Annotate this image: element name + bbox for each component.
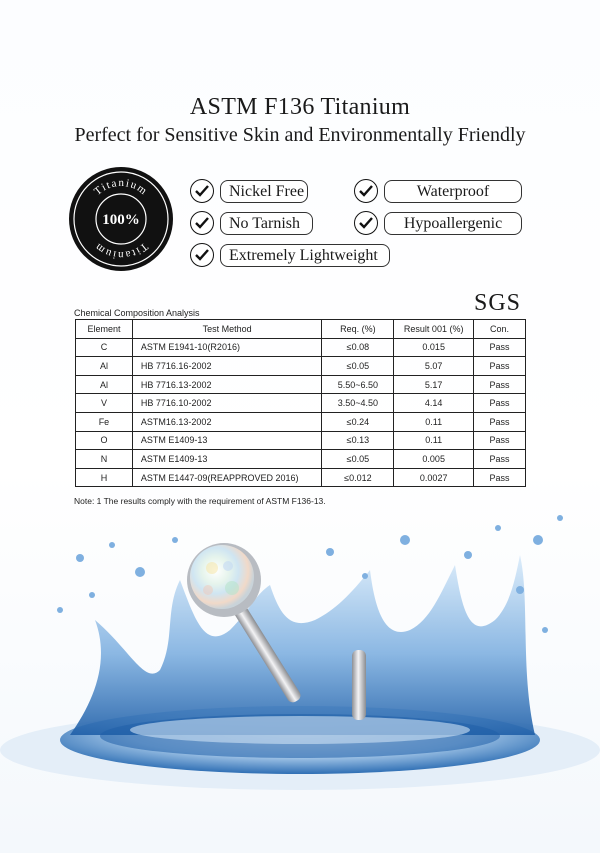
- feature-label: Nickel Free: [220, 180, 308, 203]
- table-cell: C: [76, 338, 133, 357]
- titanium-seal: [68, 166, 174, 272]
- feature-label: Hypoallergenic: [384, 212, 522, 235]
- table-cell: 0.11: [394, 431, 474, 450]
- table-cell: HB 7716.10-2002: [132, 394, 322, 413]
- check-icon: [190, 211, 214, 235]
- table-cell: Pass: [474, 375, 526, 394]
- table-cell: Pass: [474, 394, 526, 413]
- table-row: [76, 375, 526, 394]
- check-icon: [354, 211, 378, 235]
- table-cell: Pass: [474, 431, 526, 450]
- table-cell: ≤0.05: [322, 357, 394, 376]
- page-title: ASTM F136 Titanium: [189, 94, 411, 120]
- table-cell: ASTM E1409-13: [132, 450, 322, 469]
- seal-center-text: 100%: [102, 212, 140, 228]
- composition-table: [75, 319, 526, 487]
- sgs-logo: SGS: [474, 290, 522, 316]
- table-cell: ASTM E1409-13: [132, 431, 322, 450]
- table-cell: ASTM E1447-09(REAPPROVED 2016): [132, 468, 322, 487]
- column-header: Con.: [474, 320, 526, 339]
- check-icon: [354, 179, 378, 203]
- table-cell: HB 7716.16-2002: [132, 357, 322, 376]
- table-row: [76, 338, 526, 357]
- feature-lightweight: [190, 243, 390, 267]
- table-cell: 0.0027: [394, 468, 474, 487]
- feature-label: Waterproof: [384, 180, 522, 203]
- table-cell: 0.11: [394, 412, 474, 431]
- page-subtitle: Perfect for Sensitive Skin and Environmentally Friendly: [74, 124, 526, 146]
- feature-no-tarnish: [190, 211, 313, 235]
- table-cell: Pass: [474, 357, 526, 376]
- table-cell: Pass: [474, 412, 526, 431]
- table-cell: Pass: [474, 338, 526, 357]
- table-cell: Fe: [76, 412, 133, 431]
- table-header-row: [76, 320, 526, 339]
- table-cell: ≤0.13: [322, 431, 394, 450]
- table-row: [76, 412, 526, 431]
- table-cell: 3.50~4.50: [322, 394, 394, 413]
- table-cell: V: [76, 394, 133, 413]
- seal-bottom-text: Titanium: [92, 240, 151, 262]
- table-cell: 5.50~6.50: [322, 375, 394, 394]
- feature-hypoallergenic: [354, 211, 522, 235]
- table-cell: O: [76, 431, 133, 450]
- table-cell: H: [76, 468, 133, 487]
- table-row: [76, 357, 526, 376]
- table-cell: 0.015: [394, 338, 474, 357]
- water-splash-illustration: [0, 500, 600, 853]
- feature-nickel-free: [190, 179, 308, 203]
- column-header: Element: [76, 320, 133, 339]
- table-cell: ASTM E1941-10(R2016): [132, 338, 322, 357]
- feature-label: No Tarnish: [220, 212, 313, 235]
- table-cell: Al: [76, 357, 133, 376]
- table-cell: 5.07: [394, 357, 474, 376]
- table-cell: 0.005: [394, 450, 474, 469]
- table-cell: ASTM16.13-2002: [132, 412, 322, 431]
- table-note: Note: 1 The results comply with the requirement of ASTM F136-13.: [74, 496, 326, 506]
- table-caption: Chemical Composition Analysis: [74, 308, 200, 318]
- table-cell: Pass: [474, 468, 526, 487]
- table-cell: 5.17: [394, 375, 474, 394]
- check-icon: [190, 243, 214, 267]
- table-cell: HB 7716.13-2002: [132, 375, 322, 394]
- column-header: Req. (%): [322, 320, 394, 339]
- seal-top-text: Titanium: [91, 176, 150, 198]
- table-row: [76, 450, 526, 469]
- table-row: [76, 468, 526, 487]
- table-row: [76, 431, 526, 450]
- table-cell: 4.14: [394, 394, 474, 413]
- table-cell: ≤0.08: [322, 338, 394, 357]
- table-cell: ≤0.012: [322, 468, 394, 487]
- table-cell: ≤0.24: [322, 412, 394, 431]
- table-cell: ≤0.05: [322, 450, 394, 469]
- column-header: Result 001 (%): [394, 320, 474, 339]
- feature-label: Extremely Lightweight: [220, 244, 390, 267]
- table-cell: N: [76, 450, 133, 469]
- table-row: [76, 394, 526, 413]
- check-icon: [190, 179, 214, 203]
- feature-waterproof: [354, 179, 522, 203]
- column-header: Test Method: [132, 320, 322, 339]
- table-cell: Al: [76, 375, 133, 394]
- table-cell: Pass: [474, 450, 526, 469]
